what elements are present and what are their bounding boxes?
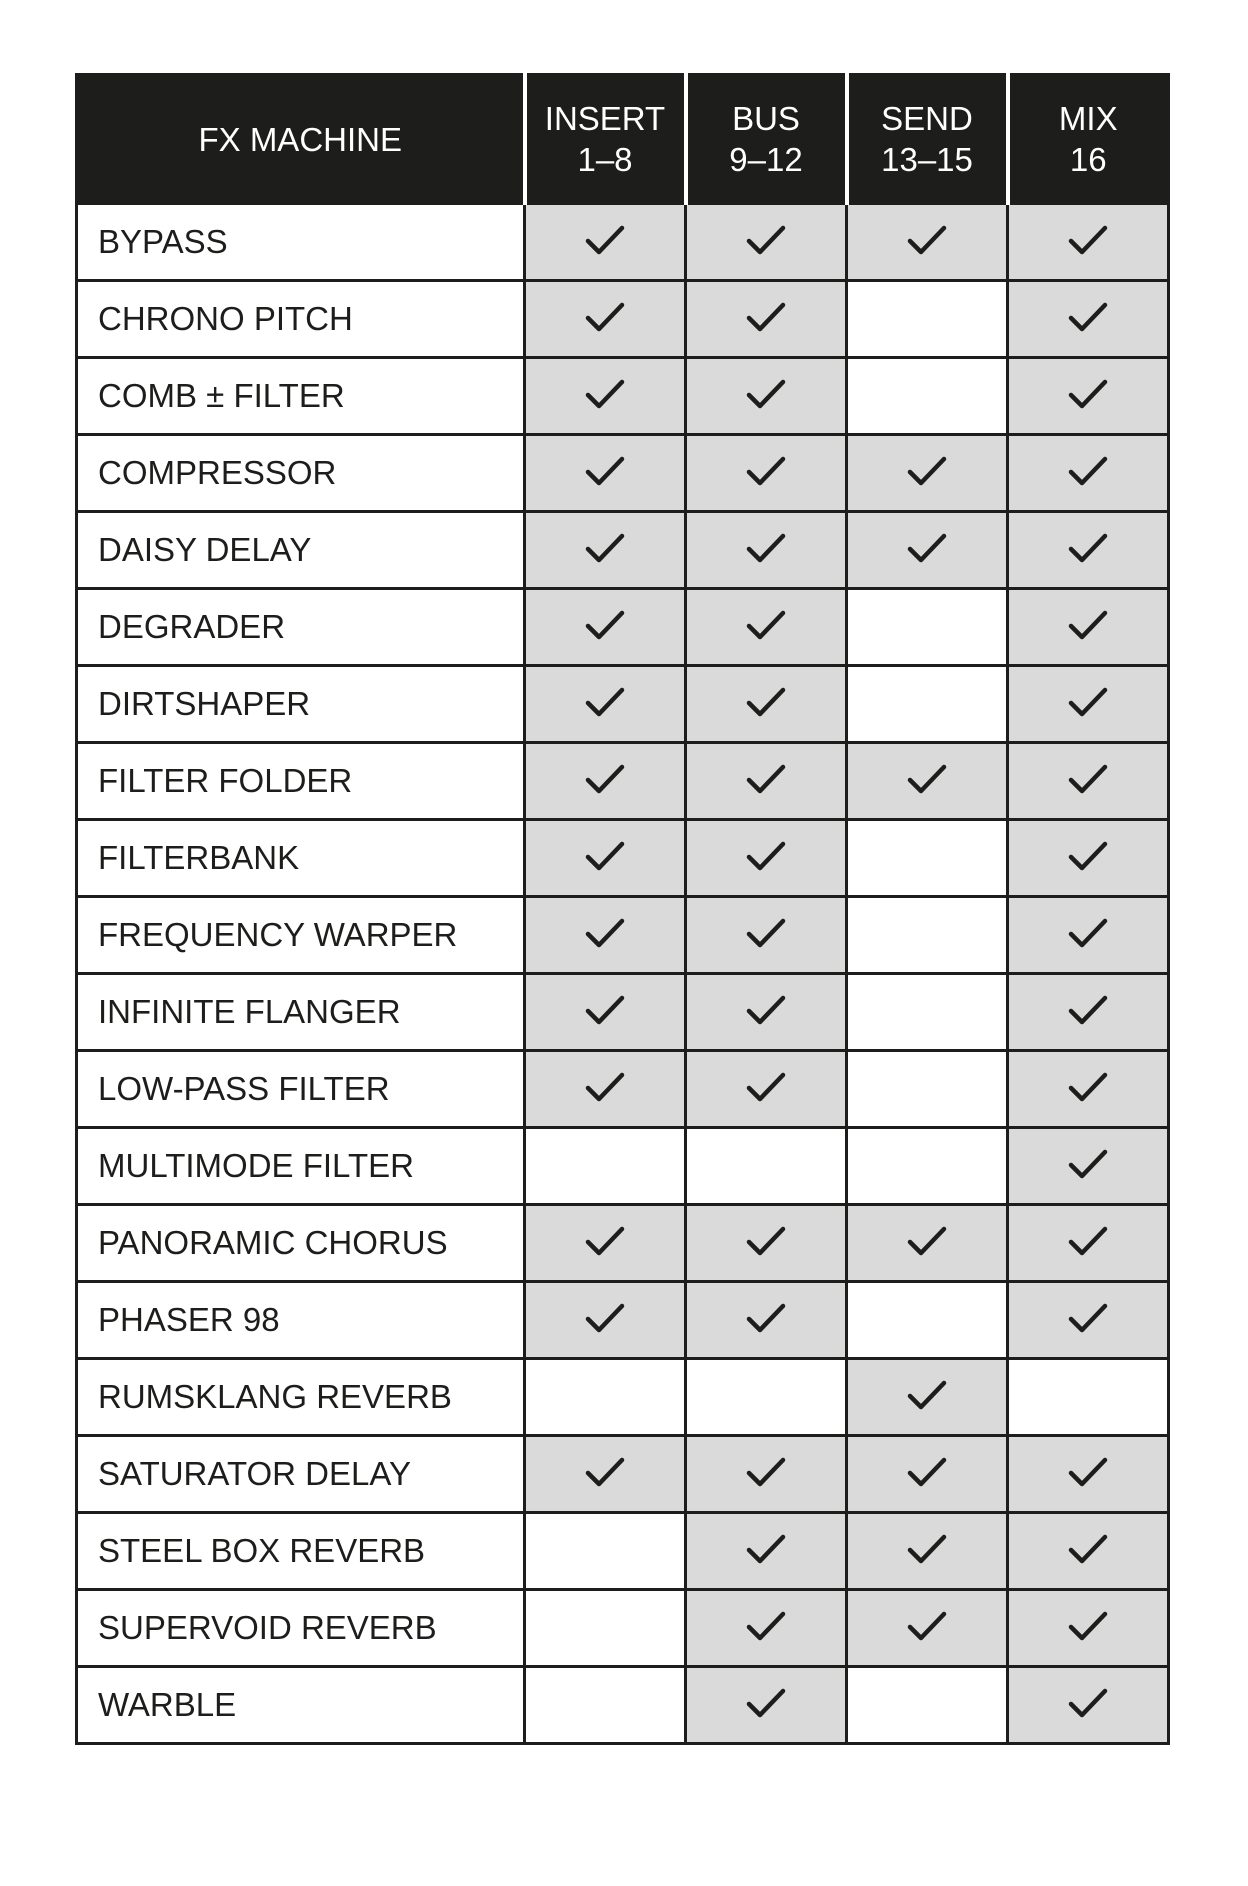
- header-insert-range: 1–8: [577, 141, 633, 178]
- cell-bus: [686, 1282, 847, 1359]
- cell-send: [847, 666, 1008, 743]
- cell-bus: [686, 820, 847, 897]
- fx-machine-name: COMPRESSOR: [77, 435, 525, 512]
- checkmark-icon: [746, 763, 786, 800]
- cell-insert: [525, 204, 686, 281]
- checkmark-icon: [746, 301, 786, 338]
- header-insert-title: INSERT: [544, 100, 666, 137]
- checkmark-icon: [907, 455, 947, 492]
- checkmark-icon: [585, 917, 625, 954]
- checkmark-icon: [585, 378, 625, 415]
- header-bus: [686, 75, 847, 204]
- checkmark-icon: [585, 532, 625, 569]
- checkmark-icon: [746, 532, 786, 569]
- checkmark-icon: [746, 917, 786, 954]
- fx-machine-name: DAISY DELAY: [77, 512, 525, 589]
- checkmark-icon: [1068, 532, 1108, 569]
- cell-insert: [525, 820, 686, 897]
- checkmark-icon: [1068, 840, 1108, 877]
- checkmark-icon: [746, 1302, 786, 1339]
- table-row: [77, 358, 1169, 435]
- cell-bus: [686, 1128, 847, 1205]
- checkmark-icon: [746, 1071, 786, 1108]
- table-header: [77, 75, 1169, 204]
- cell-send: [847, 1667, 1008, 1744]
- fx-machine-name: SATURATOR DELAY: [77, 1436, 525, 1513]
- table-row: [77, 589, 1169, 666]
- table-row: [77, 1513, 1169, 1590]
- checkmark-icon: [746, 1456, 786, 1493]
- checkmark-icon: [746, 609, 786, 646]
- fx-machine-name: PANORAMIC CHORUS: [77, 1205, 525, 1282]
- checkmark-icon: [1068, 1302, 1108, 1339]
- cell-mix: [1008, 820, 1169, 897]
- checkmark-icon: [585, 609, 625, 646]
- checkmark-icon: [585, 224, 625, 261]
- table-row: [77, 820, 1169, 897]
- cell-insert: [525, 512, 686, 589]
- cell-send: [847, 1128, 1008, 1205]
- cell-send: [847, 435, 1008, 512]
- table-row: [77, 974, 1169, 1051]
- cell-mix: [1008, 1436, 1169, 1513]
- cell-bus: [686, 897, 847, 974]
- checkmark-icon: [1068, 917, 1108, 954]
- cell-insert: [525, 358, 686, 435]
- cell-bus: [686, 1667, 847, 1744]
- checkmark-icon: [1068, 763, 1108, 800]
- fx-machine-name: FREQUENCY WARPER: [77, 897, 525, 974]
- cell-send: [847, 281, 1008, 358]
- table-row: [77, 512, 1169, 589]
- cell-insert: [525, 281, 686, 358]
- cell-send: [847, 1051, 1008, 1128]
- checkmark-icon: [1068, 1610, 1108, 1647]
- cell-bus: [686, 743, 847, 820]
- fx-machine-name: INFINITE FLANGER: [77, 974, 525, 1051]
- checkmark-icon: [907, 1379, 947, 1416]
- cell-bus: [686, 1513, 847, 1590]
- checkmark-icon: [907, 1533, 947, 1570]
- cell-send: [847, 743, 1008, 820]
- cell-mix: [1008, 666, 1169, 743]
- fx-machine-name: MULTIMODE FILTER: [77, 1128, 525, 1205]
- cell-bus: [686, 512, 847, 589]
- cell-send: [847, 897, 1008, 974]
- cell-bus: [686, 1205, 847, 1282]
- checkmark-icon: [907, 224, 947, 261]
- cell-insert: [525, 1667, 686, 1744]
- table-row: [77, 743, 1169, 820]
- cell-bus: [686, 435, 847, 512]
- fx-machine-name: DIRTSHAPER: [77, 666, 525, 743]
- cell-mix: [1008, 1051, 1169, 1128]
- checkmark-icon: [746, 224, 786, 261]
- header-fx-machine-label: FX MACHINE: [198, 120, 402, 158]
- header-send: [847, 75, 1008, 204]
- cell-send: [847, 204, 1008, 281]
- checkmark-icon: [1068, 301, 1108, 338]
- table-body: [77, 204, 1169, 1744]
- checkmark-icon: [1068, 378, 1108, 415]
- cell-bus: [686, 974, 847, 1051]
- checkmark-icon: [746, 378, 786, 415]
- fx-machine-name: LOW-PASS FILTER: [77, 1051, 525, 1128]
- cell-mix: [1008, 1205, 1169, 1282]
- header-insert: [525, 75, 686, 204]
- cell-insert: [525, 1513, 686, 1590]
- header-mix-range: 16: [1069, 141, 1107, 178]
- checkmark-icon: [1068, 455, 1108, 492]
- fx-machine-name: SUPERVOID REVERB: [77, 1590, 525, 1667]
- checkmark-icon: [585, 840, 625, 877]
- cell-send: [847, 358, 1008, 435]
- checkmark-icon: [585, 686, 625, 723]
- checkmark-icon: [746, 455, 786, 492]
- cell-bus: [686, 204, 847, 281]
- checkmark-icon: [585, 1225, 625, 1262]
- cell-mix: [1008, 358, 1169, 435]
- checkmark-icon: [907, 1456, 947, 1493]
- cell-insert: [525, 589, 686, 666]
- header-mix: [1008, 75, 1169, 204]
- table-row: [77, 1282, 1169, 1359]
- cell-send: [847, 512, 1008, 589]
- cell-bus: [686, 1051, 847, 1128]
- table-row: [77, 1590, 1169, 1667]
- fx-machine-name: CHRONO PITCH: [77, 281, 525, 358]
- cell-send: [847, 1359, 1008, 1436]
- table-row: [77, 1359, 1169, 1436]
- cell-mix: [1008, 743, 1169, 820]
- cell-insert: [525, 435, 686, 512]
- fx-machine-name: FILTER FOLDER: [77, 743, 525, 820]
- cell-mix: [1008, 512, 1169, 589]
- table-row: [77, 281, 1169, 358]
- header-send-range: 13–15: [881, 141, 973, 178]
- cell-bus: [686, 1590, 847, 1667]
- checkmark-icon: [746, 1533, 786, 1570]
- cell-send: [847, 1513, 1008, 1590]
- fx-machine-name: DEGRADER: [77, 589, 525, 666]
- header-bus-range: 9–12: [729, 141, 803, 178]
- cell-send: [847, 820, 1008, 897]
- cell-insert: [525, 1436, 686, 1513]
- header-fx-machine: [77, 75, 525, 204]
- cell-mix: [1008, 204, 1169, 281]
- cell-mix: [1008, 281, 1169, 358]
- checkmark-icon: [585, 1456, 625, 1493]
- fx-machine-name: COMB ± FILTER: [77, 358, 525, 435]
- cell-mix: [1008, 1590, 1169, 1667]
- cell-send: [847, 974, 1008, 1051]
- cell-insert: [525, 1051, 686, 1128]
- cell-bus: [686, 589, 847, 666]
- checkmark-icon: [907, 1225, 947, 1262]
- cell-send: [847, 589, 1008, 666]
- table-row: [77, 1667, 1169, 1744]
- table-row: [77, 897, 1169, 974]
- cell-send: [847, 1590, 1008, 1667]
- cell-insert: [525, 743, 686, 820]
- cell-bus: [686, 1359, 847, 1436]
- cell-insert: [525, 1590, 686, 1667]
- table-row: [77, 1205, 1169, 1282]
- checkmark-icon: [746, 1610, 786, 1647]
- cell-insert: [525, 1128, 686, 1205]
- checkmark-icon: [1068, 1225, 1108, 1262]
- checkmark-icon: [1068, 994, 1108, 1031]
- cell-insert: [525, 897, 686, 974]
- checkmark-icon: [585, 763, 625, 800]
- checkmark-icon: [585, 1071, 625, 1108]
- cell-send: [847, 1205, 1008, 1282]
- checkmark-icon: [585, 994, 625, 1031]
- header-send-title: SEND: [881, 100, 973, 137]
- fx-machine-name: WARBLE: [77, 1667, 525, 1744]
- checkmark-icon: [1068, 1456, 1108, 1493]
- cell-mix: [1008, 1513, 1169, 1590]
- table-row: [77, 1436, 1169, 1513]
- checkmark-icon: [585, 301, 625, 338]
- header-row: [77, 75, 1169, 204]
- header-mix-title: MIX: [1058, 100, 1118, 137]
- cell-send: [847, 1282, 1008, 1359]
- checkmark-icon: [746, 1687, 786, 1724]
- fx-machine-name: PHASER 98: [77, 1282, 525, 1359]
- cell-insert: [525, 1205, 686, 1282]
- checkmark-icon: [746, 1225, 786, 1262]
- checkmark-icon: [907, 763, 947, 800]
- checkmark-icon: [585, 455, 625, 492]
- checkmark-icon: [746, 840, 786, 877]
- cell-mix: [1008, 589, 1169, 666]
- checkmark-icon: [907, 1610, 947, 1647]
- checkmark-icon: [907, 532, 947, 569]
- table-row: [77, 666, 1169, 743]
- checkmark-icon: [746, 686, 786, 723]
- cell-mix: [1008, 435, 1169, 512]
- checkmark-icon: [1068, 1148, 1108, 1185]
- cell-insert: [525, 666, 686, 743]
- cell-mix: [1008, 1282, 1169, 1359]
- cell-insert: [525, 974, 686, 1051]
- checkmark-icon: [1068, 224, 1108, 261]
- cell-bus: [686, 281, 847, 358]
- table-row: [77, 1128, 1169, 1205]
- checkmark-icon: [1068, 1687, 1108, 1724]
- cell-mix: [1008, 1128, 1169, 1205]
- cell-bus: [686, 1436, 847, 1513]
- fx-machine-name: STEEL BOX REVERB: [77, 1513, 525, 1590]
- cell-send: [847, 1436, 1008, 1513]
- header-bus-title: BUS: [732, 100, 800, 137]
- cell-mix: [1008, 974, 1169, 1051]
- checkmark-icon: [746, 994, 786, 1031]
- fx-machine-name: BYPASS: [77, 204, 525, 281]
- table-row: [77, 1051, 1169, 1128]
- checkmark-icon: [585, 1302, 625, 1339]
- cell-bus: [686, 666, 847, 743]
- cell-insert: [525, 1282, 686, 1359]
- cell-mix: [1008, 1359, 1169, 1436]
- table-row: [77, 435, 1169, 512]
- fx-machine-name: FILTERBANK: [77, 820, 525, 897]
- checkmark-icon: [1068, 686, 1108, 723]
- checkmark-icon: [1068, 1533, 1108, 1570]
- cell-bus: [686, 358, 847, 435]
- table-row: [77, 204, 1169, 281]
- fx-machine-table: [75, 73, 1170, 1745]
- fx-machine-name: RUMSKLANG REVERB: [77, 1359, 525, 1436]
- cell-insert: [525, 1359, 686, 1436]
- checkmark-icon: [1068, 1071, 1108, 1108]
- cell-mix: [1008, 1667, 1169, 1744]
- checkmark-icon: [1068, 609, 1108, 646]
- cell-mix: [1008, 897, 1169, 974]
